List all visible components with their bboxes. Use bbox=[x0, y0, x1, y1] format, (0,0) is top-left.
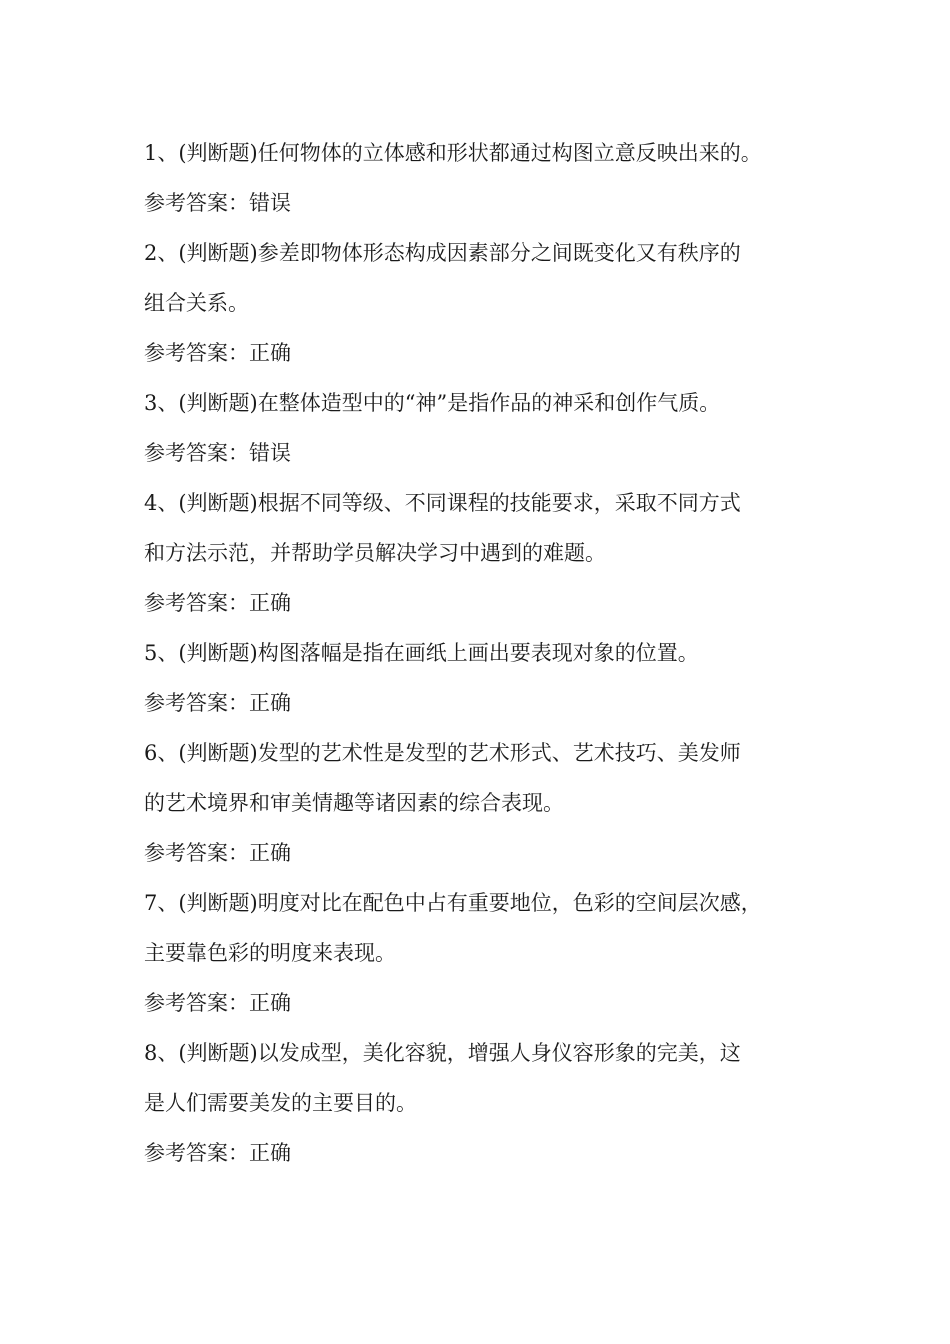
question-text: 和方法示范，并帮助学员解决学习中遇到的难题。 bbox=[144, 541, 606, 565]
question-text: 5、(判断题)构图落幅是指在画纸上画出要表现对象的位置。 bbox=[144, 641, 699, 665]
answer-text: 参考答案：错误 bbox=[144, 191, 291, 215]
answer-text: 参考答案：正确 bbox=[144, 1141, 291, 1165]
question-5 bbox=[144, 628, 824, 728]
question-6 bbox=[144, 728, 824, 878]
answer-text: 参考答案：正确 bbox=[144, 691, 291, 715]
question-text: 的艺术境界和审美情趣等诸因素的综合表现。 bbox=[144, 791, 564, 815]
question-1 bbox=[144, 128, 824, 228]
question-7 bbox=[144, 878, 824, 1028]
question-text: 8、(判断题)以发成型，美化容貌，增强人身仪容形象的完美，这 bbox=[144, 1041, 741, 1065]
question-2 bbox=[144, 228, 824, 378]
answer-text: 参考答案：错误 bbox=[144, 441, 291, 465]
question-text: 1、(判断题)任何物体的立体感和形状都通过构图立意反映出来的。 bbox=[144, 141, 762, 165]
answer-text: 参考答案：正确 bbox=[144, 341, 291, 365]
document-page bbox=[144, 128, 824, 1178]
question-4 bbox=[144, 478, 824, 628]
question-text: 2、(判断题)参差即物体形态构成因素部分之间既变化又有秩序的 bbox=[144, 241, 741, 265]
question-text: 6、(判断题)发型的艺术性是发型的艺术形式、艺术技巧、美发师 bbox=[144, 741, 741, 765]
question-text: 是人们需要美发的主要目的。 bbox=[144, 1091, 417, 1115]
question-8 bbox=[144, 1028, 824, 1178]
question-text: 3、(判断题)在整体造型中的“神”是指作品的神采和创作气质。 bbox=[144, 391, 721, 415]
answer-text: 参考答案：正确 bbox=[144, 591, 291, 615]
answer-text: 参考答案：正确 bbox=[144, 991, 291, 1015]
question-text: 4、(判断题)根据不同等级、不同课程的技能要求，采取不同方式 bbox=[144, 491, 741, 515]
answer-text: 参考答案：正确 bbox=[144, 841, 291, 865]
question-text: 组合关系。 bbox=[144, 291, 249, 315]
question-text: 7、(判断题)明度对比在配色中占有重要地位，色彩的空间层次感， bbox=[144, 891, 762, 915]
question-text: 主要靠色彩的明度来表现。 bbox=[144, 941, 396, 965]
question-3 bbox=[144, 378, 824, 478]
